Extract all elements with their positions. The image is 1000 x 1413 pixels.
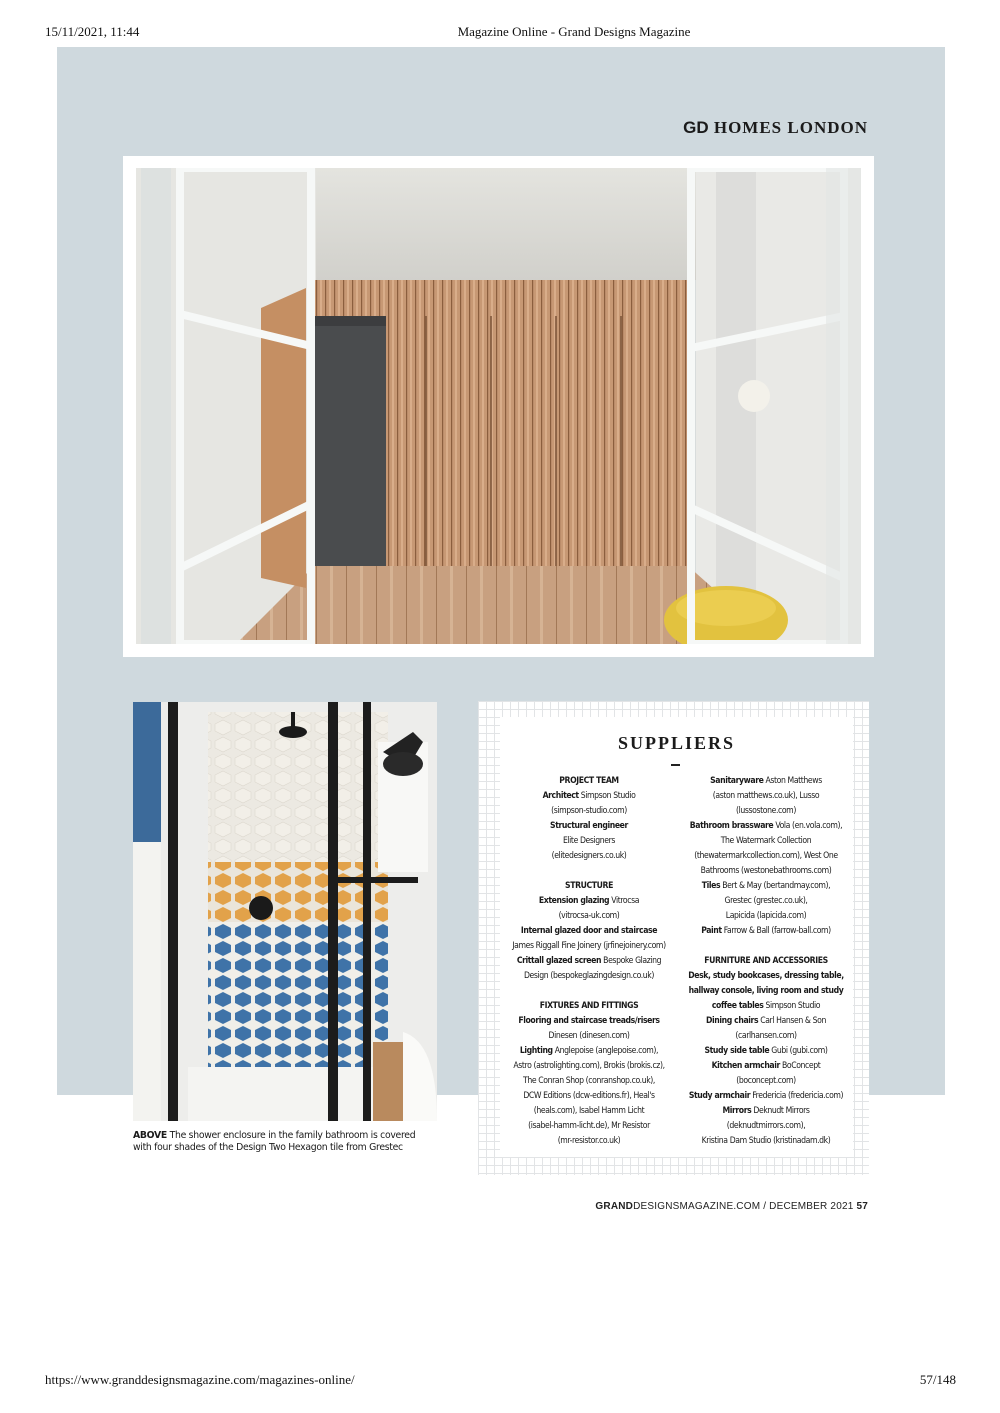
suppliers-title: SUPPLIERS <box>617 733 736 753</box>
supplier-detail: (elitedesigners.co.uk) <box>551 851 627 861</box>
supplier-term: Mirrors <box>722 1106 752 1116</box>
supplier-term: Sanitaryware <box>710 776 764 786</box>
supplier-detail: Bert & May (bertandmay.com), <box>722 881 831 891</box>
supplier-line <box>677 774 855 789</box>
supplier-line <box>677 984 855 999</box>
supplier-detail: James Riggall Fine Joinery (jrfinejoinery.com) <box>512 941 666 951</box>
supplier-detail: Astro (astrolighting.com), Brokis (brokis.cz), <box>513 1061 665 1071</box>
title-divider <box>671 764 680 766</box>
supplier-line <box>677 849 855 864</box>
supplier-detail: DCW Editions (dcw-editions.fr), Heal's <box>523 1091 655 1101</box>
supplier-line <box>500 969 678 984</box>
bedroom-illustration <box>136 168 861 644</box>
supplier-detail: The Watermark Collection <box>720 836 812 846</box>
supplier-detail: Kristina Dam Studio (kristinadam.dk) <box>701 1136 831 1146</box>
section-tag <box>683 118 868 138</box>
supplier-detail: BoConcept <box>781 1061 821 1071</box>
supplier-section-heading: STRUCTURE <box>565 881 613 891</box>
supplier-line <box>500 1104 678 1119</box>
supplier-term: Desk, study bookcases, dressing table, <box>688 971 844 981</box>
main-photo-frame <box>123 156 874 657</box>
supplier-line <box>500 954 678 969</box>
supplier-line <box>677 1044 855 1059</box>
supplier-detail: (carlhansen.com) <box>735 1031 797 1041</box>
supplier-line <box>677 834 855 849</box>
supplier-detail: Fredericia (fredericia.com) <box>752 1091 844 1101</box>
supplier-line <box>677 1074 855 1089</box>
suppliers-right-column <box>677 774 855 1149</box>
caption-text: The shower enclosure in the family bathroom is covered with four shades of the Design Two Hexagon tile from Grestec <box>133 1130 416 1153</box>
supplier-term: Extension glazing <box>538 896 610 906</box>
supplier-detail: Carl Hansen & Son <box>760 1016 826 1026</box>
supplier-line <box>677 1119 855 1134</box>
shower-illustration <box>133 702 437 1121</box>
supplier-line <box>500 834 678 849</box>
supplier-section-heading: FURNITURE AND ACCESSORIES <box>704 956 828 966</box>
supplier-term: Study side table <box>704 1046 770 1056</box>
supplier-detail: (boconcept.com) <box>736 1076 796 1086</box>
supplier-line <box>500 924 678 939</box>
page-folio <box>595 1201 868 1212</box>
supplier-term: Internal glazed door and staircase <box>520 926 658 936</box>
supplier-detail: Aston Matthews <box>765 776 822 786</box>
supplier-term: Study armchair <box>688 1091 751 1101</box>
supplier-section-heading: PROJECT TEAM <box>559 776 619 786</box>
supplier-line <box>677 924 855 939</box>
print-url: https://www.granddesignsmagazine.com/magazines-online/ <box>45 1372 355 1387</box>
supplier-detail: Bathrooms (westonebathrooms.com) <box>700 866 832 876</box>
supplier-detail: (vitrocsa-uk.com) <box>558 911 620 921</box>
section-label: HOMES LONDON <box>713 118 868 137</box>
supplier-detail: (simpson-studio.com) <box>551 806 627 816</box>
shower-photo <box>133 702 437 1121</box>
supplier-line <box>500 804 678 819</box>
suppliers-panel <box>500 717 853 1157</box>
supplier-detail: Simpson Studio <box>765 1001 821 1011</box>
supplier-detail: Deknudt Mirrors <box>753 1106 810 1116</box>
supplier-line <box>677 969 855 984</box>
supplier-detail: Anglepoise (anglepoise.com), <box>554 1046 659 1056</box>
supplier-detail: Simpson Studio <box>580 791 636 801</box>
supplier-term: Dining chairs <box>706 1016 759 1026</box>
supplier-line <box>677 1134 855 1149</box>
print-datetime: 15/11/2021, 11:44 <box>45 24 140 39</box>
supplier-term: coffee tables <box>711 1001 764 1011</box>
supplier-line <box>677 804 855 819</box>
supplier-detail: Grestec (grestec.co.uk), <box>724 896 808 906</box>
supplier-line <box>677 999 855 1014</box>
suppliers-left-column <box>500 774 678 1149</box>
folio-brand: GRAND <box>595 1201 634 1212</box>
supplier-line <box>500 1119 678 1134</box>
supplier-detail: Farrow & Ball (farrow-ball.com) <box>723 926 831 936</box>
supplier-detail: Bespoke Glazing <box>603 956 662 966</box>
supplier-line <box>500 939 678 954</box>
supplier-line <box>500 1029 678 1044</box>
supplier-line <box>500 909 678 924</box>
supplier-line <box>500 1014 678 1029</box>
supplier-line <box>500 1059 678 1074</box>
supplier-line <box>677 1059 855 1074</box>
supplier-detail: (lussostone.com) <box>736 806 796 816</box>
supplier-detail: (heals.com), Isabel Hamm Licht <box>533 1106 645 1116</box>
caption-lead: ABOVE <box>133 1130 167 1141</box>
supplier-detail: (isabel-hamm-licht.de), Mr Resistor <box>528 1121 650 1131</box>
supplier-term: Flooring and staircase treads/risers <box>518 1016 660 1026</box>
supplier-detail: Design (bespokeglazingdesign.co.uk) <box>523 971 655 981</box>
photo-caption <box>133 1130 433 1154</box>
supplier-line <box>677 864 855 879</box>
folio-page-number: 57 <box>856 1201 868 1212</box>
supplier-line <box>500 849 678 864</box>
folio-text: DESIGNSMAGAZINE.COM / DECEMBER 2021 <box>633 1201 854 1212</box>
supplier-line <box>500 819 678 834</box>
gd-logo: GD <box>683 118 709 137</box>
supplier-detail: (aston matthews.co.uk), Lusso <box>712 791 820 801</box>
supplier-line <box>500 1134 678 1149</box>
supplier-detail: (deknudtmirrors.com), <box>726 1121 806 1131</box>
supplier-line <box>677 1014 855 1029</box>
print-title: Magazine Online - Grand Designs Magazine <box>457 24 691 39</box>
supplier-line <box>500 1074 678 1089</box>
supplier-line <box>677 879 855 894</box>
supplier-term: Kitchen armchair <box>711 1061 780 1071</box>
supplier-line <box>677 1029 855 1044</box>
supplier-line <box>677 909 855 924</box>
supplier-line <box>677 894 855 909</box>
supplier-line <box>677 819 855 834</box>
print-footer <box>0 1372 1000 1392</box>
supplier-term: Tiles <box>701 881 721 891</box>
supplier-line <box>677 1089 855 1104</box>
bedroom-photo <box>136 168 861 644</box>
supplier-term: Structural engineer <box>550 821 628 831</box>
supplier-term: Crittall glazed screen <box>516 956 602 966</box>
supplier-detail: The Conran Shop (conranshop.co.uk), <box>523 1076 655 1086</box>
supplier-term: Lighting <box>519 1046 553 1056</box>
supplier-term: hallway console, living room and study <box>688 986 844 996</box>
supplier-detail: Vola (en.vola.com), <box>775 821 843 831</box>
print-page-number: 57/148 <box>919 1372 956 1387</box>
supplier-line <box>500 1044 678 1059</box>
supplier-line <box>500 894 678 909</box>
supplier-detail: Elite Designers <box>562 836 616 846</box>
supplier-detail: Gubi (gubi.com) <box>771 1046 828 1056</box>
suppliers-box <box>478 701 869 1175</box>
supplier-detail: Lapicida (lapicida.com) <box>725 911 807 921</box>
supplier-line <box>500 1089 678 1104</box>
supplier-line <box>677 789 855 804</box>
supplier-term: Architect <box>542 791 579 801</box>
supplier-detail: Vitrocsa <box>611 896 640 906</box>
supplier-term: Bathroom brassware <box>689 821 774 831</box>
print-header <box>0 24 1000 44</box>
supplier-detail: (thewatermarkcollection.com), West One <box>694 851 838 861</box>
supplier-line <box>500 789 678 804</box>
supplier-detail: (mr-resistor.co.uk) <box>557 1136 621 1146</box>
supplier-term: Paint <box>701 926 722 936</box>
supplier-section-heading: FIXTURES AND FITTINGS <box>539 1001 639 1011</box>
supplier-detail: Dinesen (dinesen.com) <box>548 1031 630 1041</box>
supplier-line <box>677 1104 855 1119</box>
